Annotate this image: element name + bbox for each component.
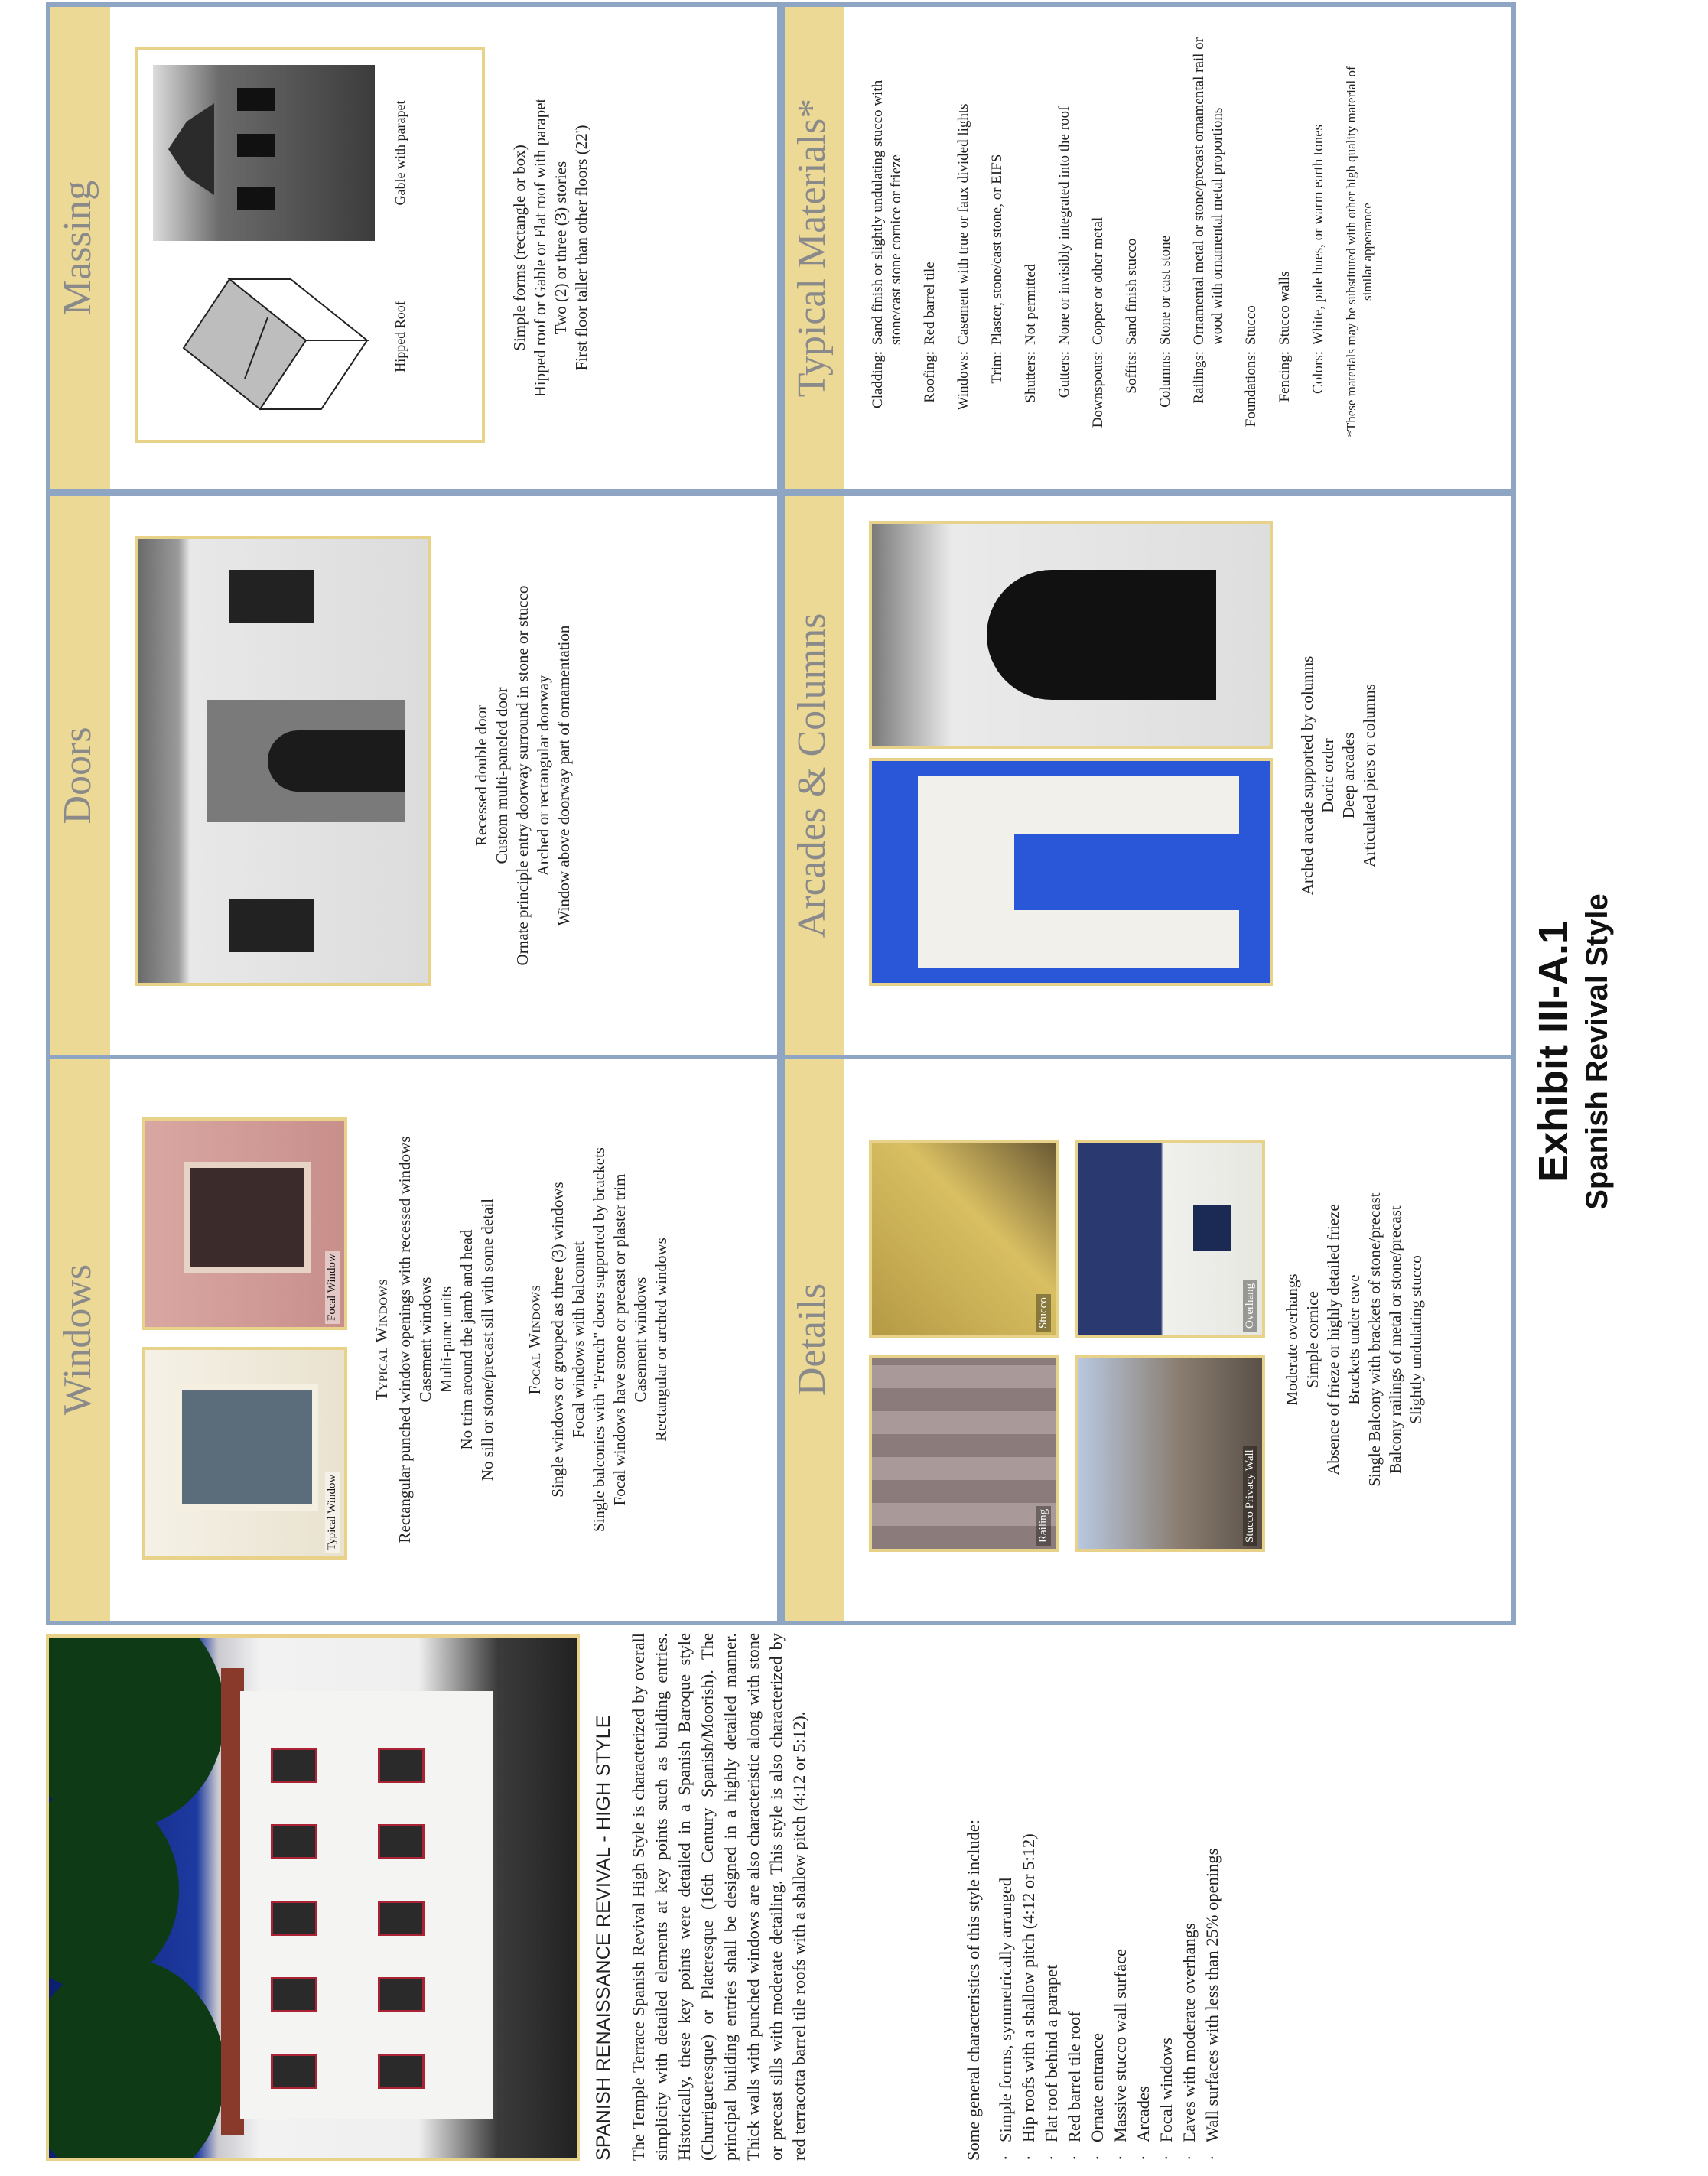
overhang-photo [1075,1140,1265,1338]
material-key: Colors: [1310,351,1326,394]
material-row [988,22,1007,481]
list-item: · Eaves with moderate overhangs [1178,1633,1201,2161]
list-item: · Ornate entrance [1086,1633,1109,2161]
intro-paragraph: The Temple Terrace Spanish Revival High Style is characterized by overall simplicity with detailed elements at key points such as building entries. Historically, these key points were detailed in a Spanish Baroque style (Churrigueresque) or Plateresque (16th Century Spanish/Moorish). The principal building entries shall be designed in a highly detailed manner. Thick walls with punched windows are also characteristic along with stone or precast sills with moderate detailing. This style is also characterized by red terracotta barrel tile roofs with a shallow pitch (4:12 or 5:12). [629,1633,808,2161]
arcades-title-bar [785,496,844,1055]
material-row [921,22,939,481]
materials-title: Typical Materials* [790,98,834,398]
material-key: Roofing: [922,351,938,403]
material-row [1276,22,1294,481]
stucco-privacy-wall-label: Stucco Privacy Wall [1243,1446,1257,1546]
arcade-bw-photo [869,521,1273,749]
list-item: Doric order [1319,738,1337,813]
material-row [1157,22,1175,481]
list-item: Casement windows [416,1277,434,1403]
arcade-color-photo [869,758,1273,986]
list-item: · Massive stucco wall surface [1109,1633,1132,2161]
massing-list [509,7,592,489]
list-item: Single balconies with "French" doors supported by brackets [590,1147,608,1532]
exhibit-title: Exhibit III-A.1 [1531,920,1576,1183]
list-item: Absence of frieze or highly detailed frieze [1324,1204,1342,1475]
windows-title-bar [50,1059,110,1621]
material-key: Columns: [1157,351,1173,408]
material-key: Trim: [989,351,1005,384]
list-item: No sill or stone/precast sill with some detail [478,1198,496,1482]
intro-heading: SPANISH RENAISSANCE REVIVAL - HIGH STYLE [593,1715,614,2161]
doors-title: Doors [56,727,99,825]
material-value: Casement with true or faux divided lights [955,103,971,345]
material-key: Shutters: [1023,351,1039,403]
intro-characteristics-list [994,1633,1224,2161]
list-item: Arched or rectangular doorway [534,675,552,877]
material-key: Fencing: [1277,351,1293,402]
material-value: Sand finish or slightly undulating stucco with stone/cast stone cornice or frieze [870,80,904,345]
doors-title-bar [50,496,110,1055]
list-item: Simple cornice [1303,1291,1322,1388]
stucco-privacy-wall-photo [1075,1355,1265,1552]
focal-window-photo [142,1117,347,1330]
details-title: Details [790,1283,834,1397]
gable-parapet-photo [153,65,375,241]
material-value: Stucco walls [1277,271,1293,345]
materials-panel [780,2,1516,493]
doors-panel [46,492,782,1059]
material-row [1190,22,1227,481]
list-item: Arched arcade supported by columns [1298,655,1316,896]
material-value: Ornamental metal or stone/precast ornamental rail or wood with ornamental metal proportions [1191,37,1225,345]
arcades-list [1297,496,1380,1055]
list-item: · Wall surfaces with less than 25% openings [1201,1633,1224,2161]
focal-windows-list [548,1059,672,1621]
stucco-photo [869,1140,1059,1338]
list-item: First floor taller than other floors (22') [572,125,590,371]
typical-windows-list [395,1059,498,1621]
list-item: · Arcades [1132,1633,1155,2161]
material-value: Copper or other metal [1090,216,1106,345]
list-item: Multi-pane units [437,1286,455,1394]
material-key: Windows: [955,351,971,411]
material-key: Downspouts: [1090,351,1106,428]
typical-window-label: Typical Window [325,1472,340,1553]
arcades-panel [780,492,1516,1059]
windows-panel [46,1054,782,1625]
material-value: White, pale hues, or warm earth tones [1310,124,1326,345]
material-key: Gutters: [1056,351,1072,398]
material-key: Cladding: [870,351,886,408]
massing-title: Massing [56,180,99,316]
material-row [1089,22,1108,481]
list-item: Hipped roof or Gable or Flat roof with parapet [531,98,549,398]
list-item: Balcony railings of metal or stone/precast [1386,1205,1404,1474]
exhibit-title-block [1530,876,1615,1228]
list-item: Recessed double door [472,704,490,847]
gable-parapet-label: Gable with parapet [392,100,408,206]
overhang-label: Overhang [1243,1280,1257,1332]
material-value: Sand finish stucco [1124,238,1140,345]
details-list [1282,1059,1427,1621]
list-item: Focal windows have stone or precast or plaster trim [610,1173,629,1506]
materials-footnote: *These materials may be substituted with other high quality material of similar appearance [1344,66,1375,437]
list-item: Two (2) or three (3) stories [551,161,570,335]
list-item: Custom multi-paneled door [493,687,511,864]
materials-title-bar [785,7,844,489]
list-item: Focal windows with balconnet [569,1241,587,1439]
railing-label: Railing [1036,1506,1051,1546]
list-item: No trim around the jamb and head [457,1229,476,1450]
material-row [869,22,906,481]
list-item: Casement windows [631,1277,649,1403]
list-item: Brackets under eave [1345,1274,1363,1405]
focal-window-label: Focal Window [325,1251,340,1324]
railing-photo [869,1355,1059,1552]
material-value: Not permitted [1023,263,1039,345]
intro-list-title: Some general characteristics of this style include: [964,1819,983,2161]
list-item: Articulated piers or columns [1360,684,1378,867]
material-value: Plaster, stone/cast stone, or EIFS [989,154,1005,345]
material-row [1309,22,1328,481]
material-value: Red barrel tile [922,262,938,345]
list-item: Simple forms (rectangle or box) [510,145,529,351]
doors-photo [135,536,431,986]
material-key: Railings: [1191,351,1207,404]
materials-table [869,22,1375,481]
exhibit-subtitle: Spanish Revival Style [1580,893,1614,1210]
massing-title-bar [50,7,110,489]
intro-building-photo [46,1634,580,2161]
list-item: · Red barrel tile roof [1063,1633,1086,2161]
list-item: Single windows or grouped as three (3) windows [548,1182,567,1498]
list-item: Rectangular punched window openings with recessed windows [395,1136,414,1543]
list-item: · Simple forms, symmetrically arranged [994,1633,1017,2161]
typical-windows-heading: Typical Windows [373,1278,391,1401]
focal-windows-heading: Focal Windows [525,1284,544,1395]
material-value: Stone or cast stone [1157,235,1173,345]
hipped-roof-label: Hipped Roof [392,301,408,372]
list-item: Moderate overhangs [1283,1273,1301,1406]
details-panel [780,1054,1516,1625]
details-title-bar [785,1059,844,1621]
doors-list [471,496,574,1055]
hipped-roof-diagram [153,256,382,432]
list-item: Window above doorway part of ornamentation [555,625,573,926]
material-row [1242,22,1261,481]
material-key: Soffits: [1124,351,1140,394]
list-item: Slightly undulating stucco [1407,1255,1425,1424]
list-item: · Focal windows [1155,1633,1178,2161]
massing-figure-frame [135,47,485,443]
material-value: Stucco [1243,305,1259,345]
list-item: Ornate principle entry doorway surround in stone or stucco [513,585,532,966]
material-row [1022,22,1040,481]
material-row [1056,22,1074,481]
windows-title: Windows [56,1264,99,1416]
list-item: Deep arcades [1339,732,1358,819]
stucco-label: Stucco [1036,1294,1051,1332]
typical-window-photo [142,1347,347,1560]
list-item: Single Balcony with brackets of stone/precast [1365,1192,1384,1487]
list-item: · Flat roof behind a parapet [1040,1633,1063,2161]
material-key: Foundations: [1243,351,1259,428]
material-row [955,22,973,481]
material-row [1123,22,1141,481]
list-item: · Hip roofs with a shallow pitch (4:12 or 5:12) [1017,1633,1040,2161]
arcades-title: Arcades & Columns [790,613,834,938]
massing-panel [46,2,782,493]
list-item: Rectangular or arched windows [652,1238,670,1442]
material-value: None or invisibly integrated into the roof [1056,106,1072,345]
